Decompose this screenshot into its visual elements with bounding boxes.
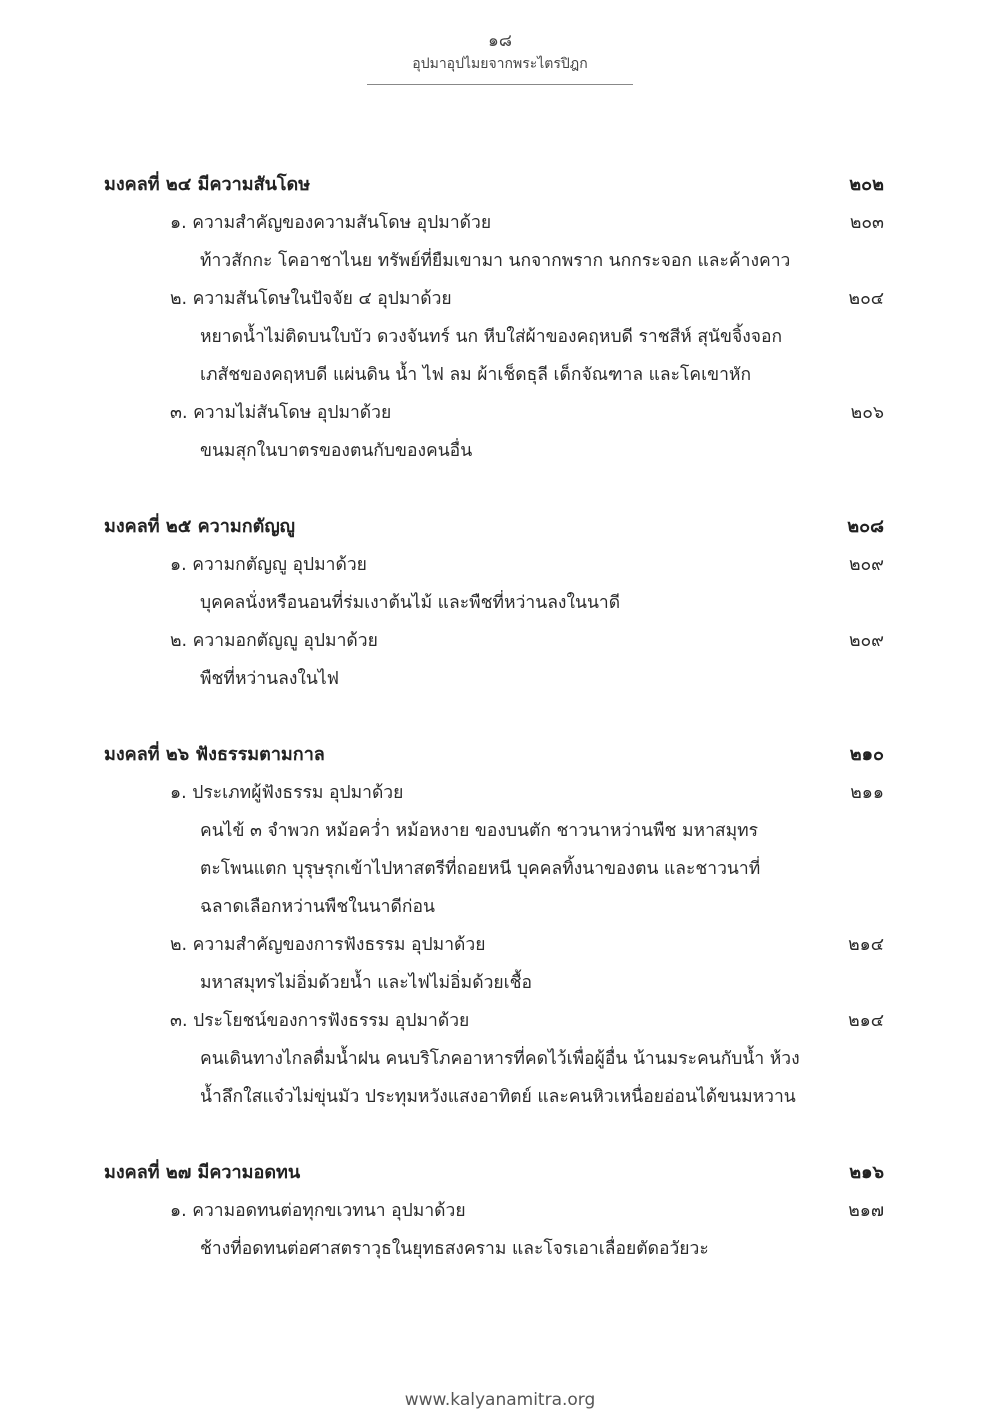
item-description: ตะโพนแตก บุรุษรุกเข้าไปหาสตรีที่ถอยหนี บุคคลทิ้งนาของตน และชาวนาที่ (200, 859, 761, 879)
toc-item (104, 1002, 884, 1040)
item-title: ๒. ความสำคัญของการฟังธรรม อุปมาด้วย (170, 935, 486, 955)
item-title: ๓. ความไม่สันโดษ อุปมาด้วย (170, 403, 392, 423)
toc-item (104, 280, 884, 318)
item-description: คนเดินทางไกลดื่มน้ำฝน คนบริโภคอาหารที่คดไว้เพื่อผู้อื่น น้านมระคนกับน้ำ ห้วง (200, 1049, 800, 1069)
section-page-number: ๒๐๘ (847, 516, 884, 537)
item-title: ๑. ความสำคัญของความสันโดษ อุปมาด้วย (170, 213, 492, 233)
toc-section (104, 1154, 884, 1268)
item-description: น้ำลึกใสแจ๋วไม่ขุ่นมัว ประทุมหวังแสงอาทิตย์ และคนหิวเหนื่อยอ่อนได้ขนมหวาน (200, 1087, 796, 1107)
item-description: ท้าวสักกะ โคอาชาไนย ทรัพย์ที่ยืมเขามา นกจากพราก นกกระจอก และค้างคาว (200, 251, 791, 271)
section-heading (104, 508, 884, 546)
item-description: คนไข้ ๓ จำพวก หม้อคว่ำ หม้อหงาย ของบนตัก ชาวนาหว่านพืช มหาสมุทร (200, 821, 759, 841)
item-page-number: ๒๐๙ (848, 555, 884, 575)
toc-item (104, 394, 884, 432)
item-description: บุคคลนั่งหรือนอนที่ร่มเงาต้นไม้ และพืชที่หว่านลงในนาดี (200, 593, 621, 613)
header-divider (367, 84, 633, 85)
item-page-number: ๒๑๑ (850, 783, 884, 803)
item-title: ๒. ความสันโดษในปัจจัย ๔ อุปมาด้วย (170, 289, 452, 309)
toc-section (104, 166, 884, 470)
running-title: อุปมาอุปไมยจากพระไตรปิฎก (412, 56, 588, 72)
section-title: มงคลที่ ๒๔ มีความสันโดษ (104, 174, 311, 195)
section-title: มงคลที่ ๒๗ มีความอดทน (104, 1162, 301, 1183)
section-title: มงคลที่ ๒๖ ฟังธรรมตามกาล (104, 744, 325, 765)
item-title: ๒. ความอกตัญญู อุปมาด้วย (170, 631, 378, 651)
item-description: ขนมสุกในบาตรของตนกับของคนอื่น (200, 441, 473, 461)
table-of-contents (104, 166, 884, 1306)
item-title: ๑. ความกตัญญู อุปมาด้วย (170, 555, 367, 575)
footer-website: www.kalyanamitra.org (404, 1390, 596, 1410)
toc-item (104, 1192, 884, 1230)
section-page-number: ๒๑๐ (849, 744, 884, 765)
item-description: พืชที่หว่านลงในไฟ (200, 669, 340, 689)
item-title: ๓. ประโยชน์ของการฟังธรรม อุปมาด้วย (170, 1011, 470, 1031)
toc-item (104, 622, 884, 660)
item-page-number: ๒๐๖ (850, 403, 884, 423)
item-description: ฉลาดเลือกหว่านพืชในนาดีก่อน (200, 897, 435, 917)
item-page-number: ๒๑๗ (848, 1201, 884, 1221)
item-page-number: ๒๑๔ (848, 935, 884, 955)
item-page-number: ๒๑๔ (848, 1011, 884, 1031)
toc-item (104, 546, 884, 584)
item-title: ๑. ความอดทนต่อทุกขเวทนา อุปมาด้วย (170, 1201, 466, 1221)
section-heading (104, 166, 884, 204)
section-heading (104, 1154, 884, 1192)
page-number: ๑๘ (488, 31, 512, 51)
toc-section (104, 508, 884, 698)
item-title: ๑. ประเภทผู้ฟังธรรม อุปมาด้วย (170, 783, 404, 803)
item-description: เภสัชของคฤหบดี แผ่นดิน น้ำ ไฟ ลม ผ้าเช็ดธุลี เด็กจัณฑาล และโคเขาหัก (200, 365, 752, 385)
item-description: มหาสมุทรไม่อิ่มด้วยน้ำ และไฟไม่อิ่มด้วยเชื้อ (200, 973, 533, 993)
section-page-number: ๒๐๒ (849, 174, 884, 195)
toc-item (104, 926, 884, 964)
item-page-number: ๒๐๙ (848, 631, 884, 651)
page-header (0, 30, 1000, 85)
section-title: มงคลที่ ๒๕ ความกตัญญู (104, 516, 295, 537)
toc-item (104, 204, 884, 242)
section-page-number: ๒๑๖ (849, 1162, 884, 1183)
item-page-number: ๒๐๔ (848, 289, 884, 309)
section-heading (104, 736, 884, 774)
item-page-number: ๒๐๓ (849, 213, 884, 233)
toc-item (104, 774, 884, 812)
item-description: หยาดน้ำไม่ติดบนใบบัว ดวงจันทร์ นก หีบใส่ผ้าของคฤหบดี ราชสีห์ สุนัขจิ้งจอก (200, 327, 783, 347)
item-description: ช้างที่อดทนต่อศาสตราวุธในยุทธสงคราม และโจรเอาเลื่อยตัดอวัยวะ (200, 1239, 709, 1259)
toc-section (104, 736, 884, 1116)
